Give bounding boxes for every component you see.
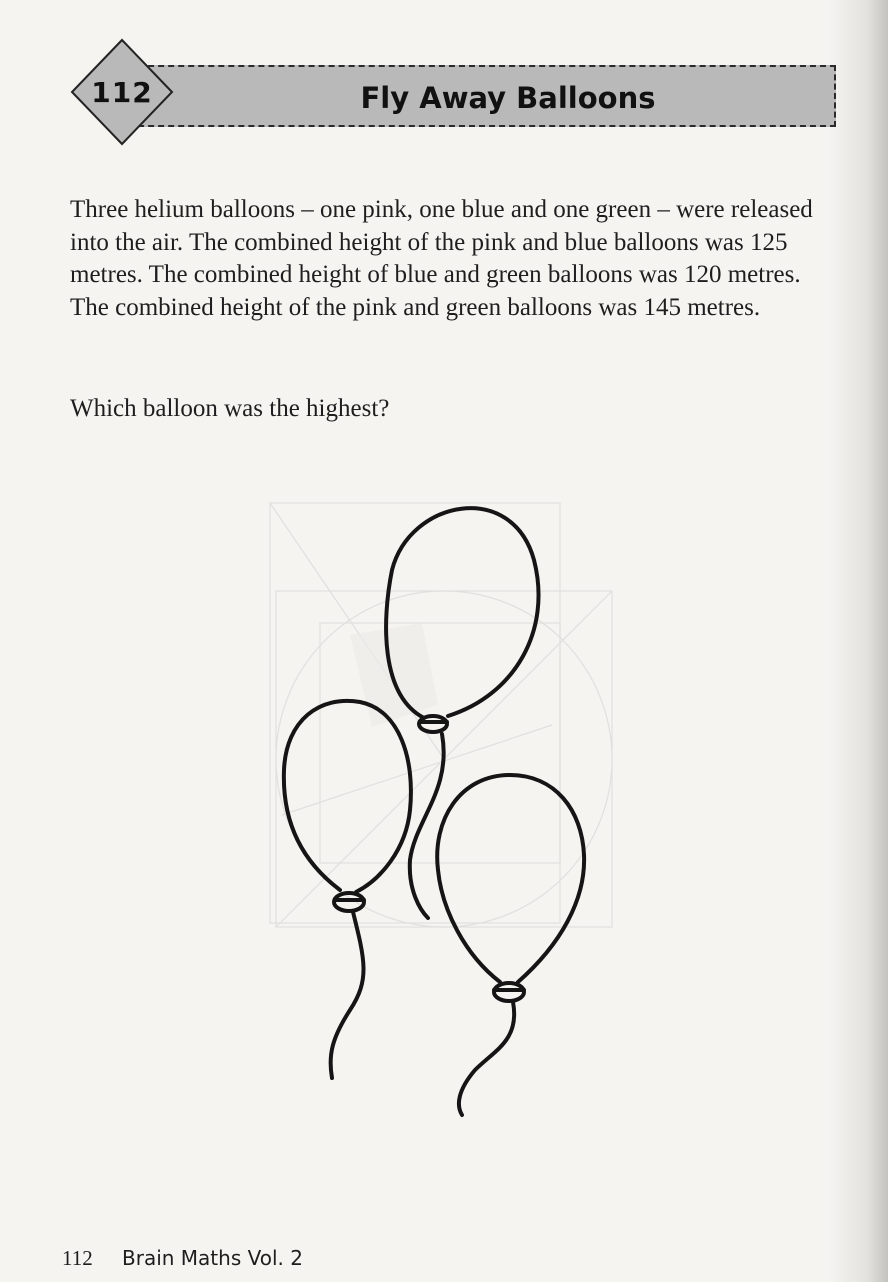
page-number: 112 xyxy=(62,1246,93,1270)
puzzle-number: 112 xyxy=(91,75,153,109)
page-edge-shadow xyxy=(828,0,888,1282)
puzzle-text: Three helium balloons – one pink, one blue and one green – were released into the air. The combined height of the pink and blue balloons was 125 metres. The combined height of blue and green balloons was 120 metres. The combined height of the pink and green balloons was 145 metres. xyxy=(70,196,813,321)
book-title: Brain Maths Vol. 2 xyxy=(122,1246,303,1270)
balloon-illustration xyxy=(270,490,590,1130)
balloon-right-icon xyxy=(437,775,584,1115)
balloon-left-icon xyxy=(284,701,411,1078)
puzzle-question: Which balloon was the highest? xyxy=(70,395,390,422)
puzzle-title: Fly Away Balloons xyxy=(360,81,656,115)
puzzle-header xyxy=(68,38,840,146)
balloon-top-icon xyxy=(386,508,538,918)
